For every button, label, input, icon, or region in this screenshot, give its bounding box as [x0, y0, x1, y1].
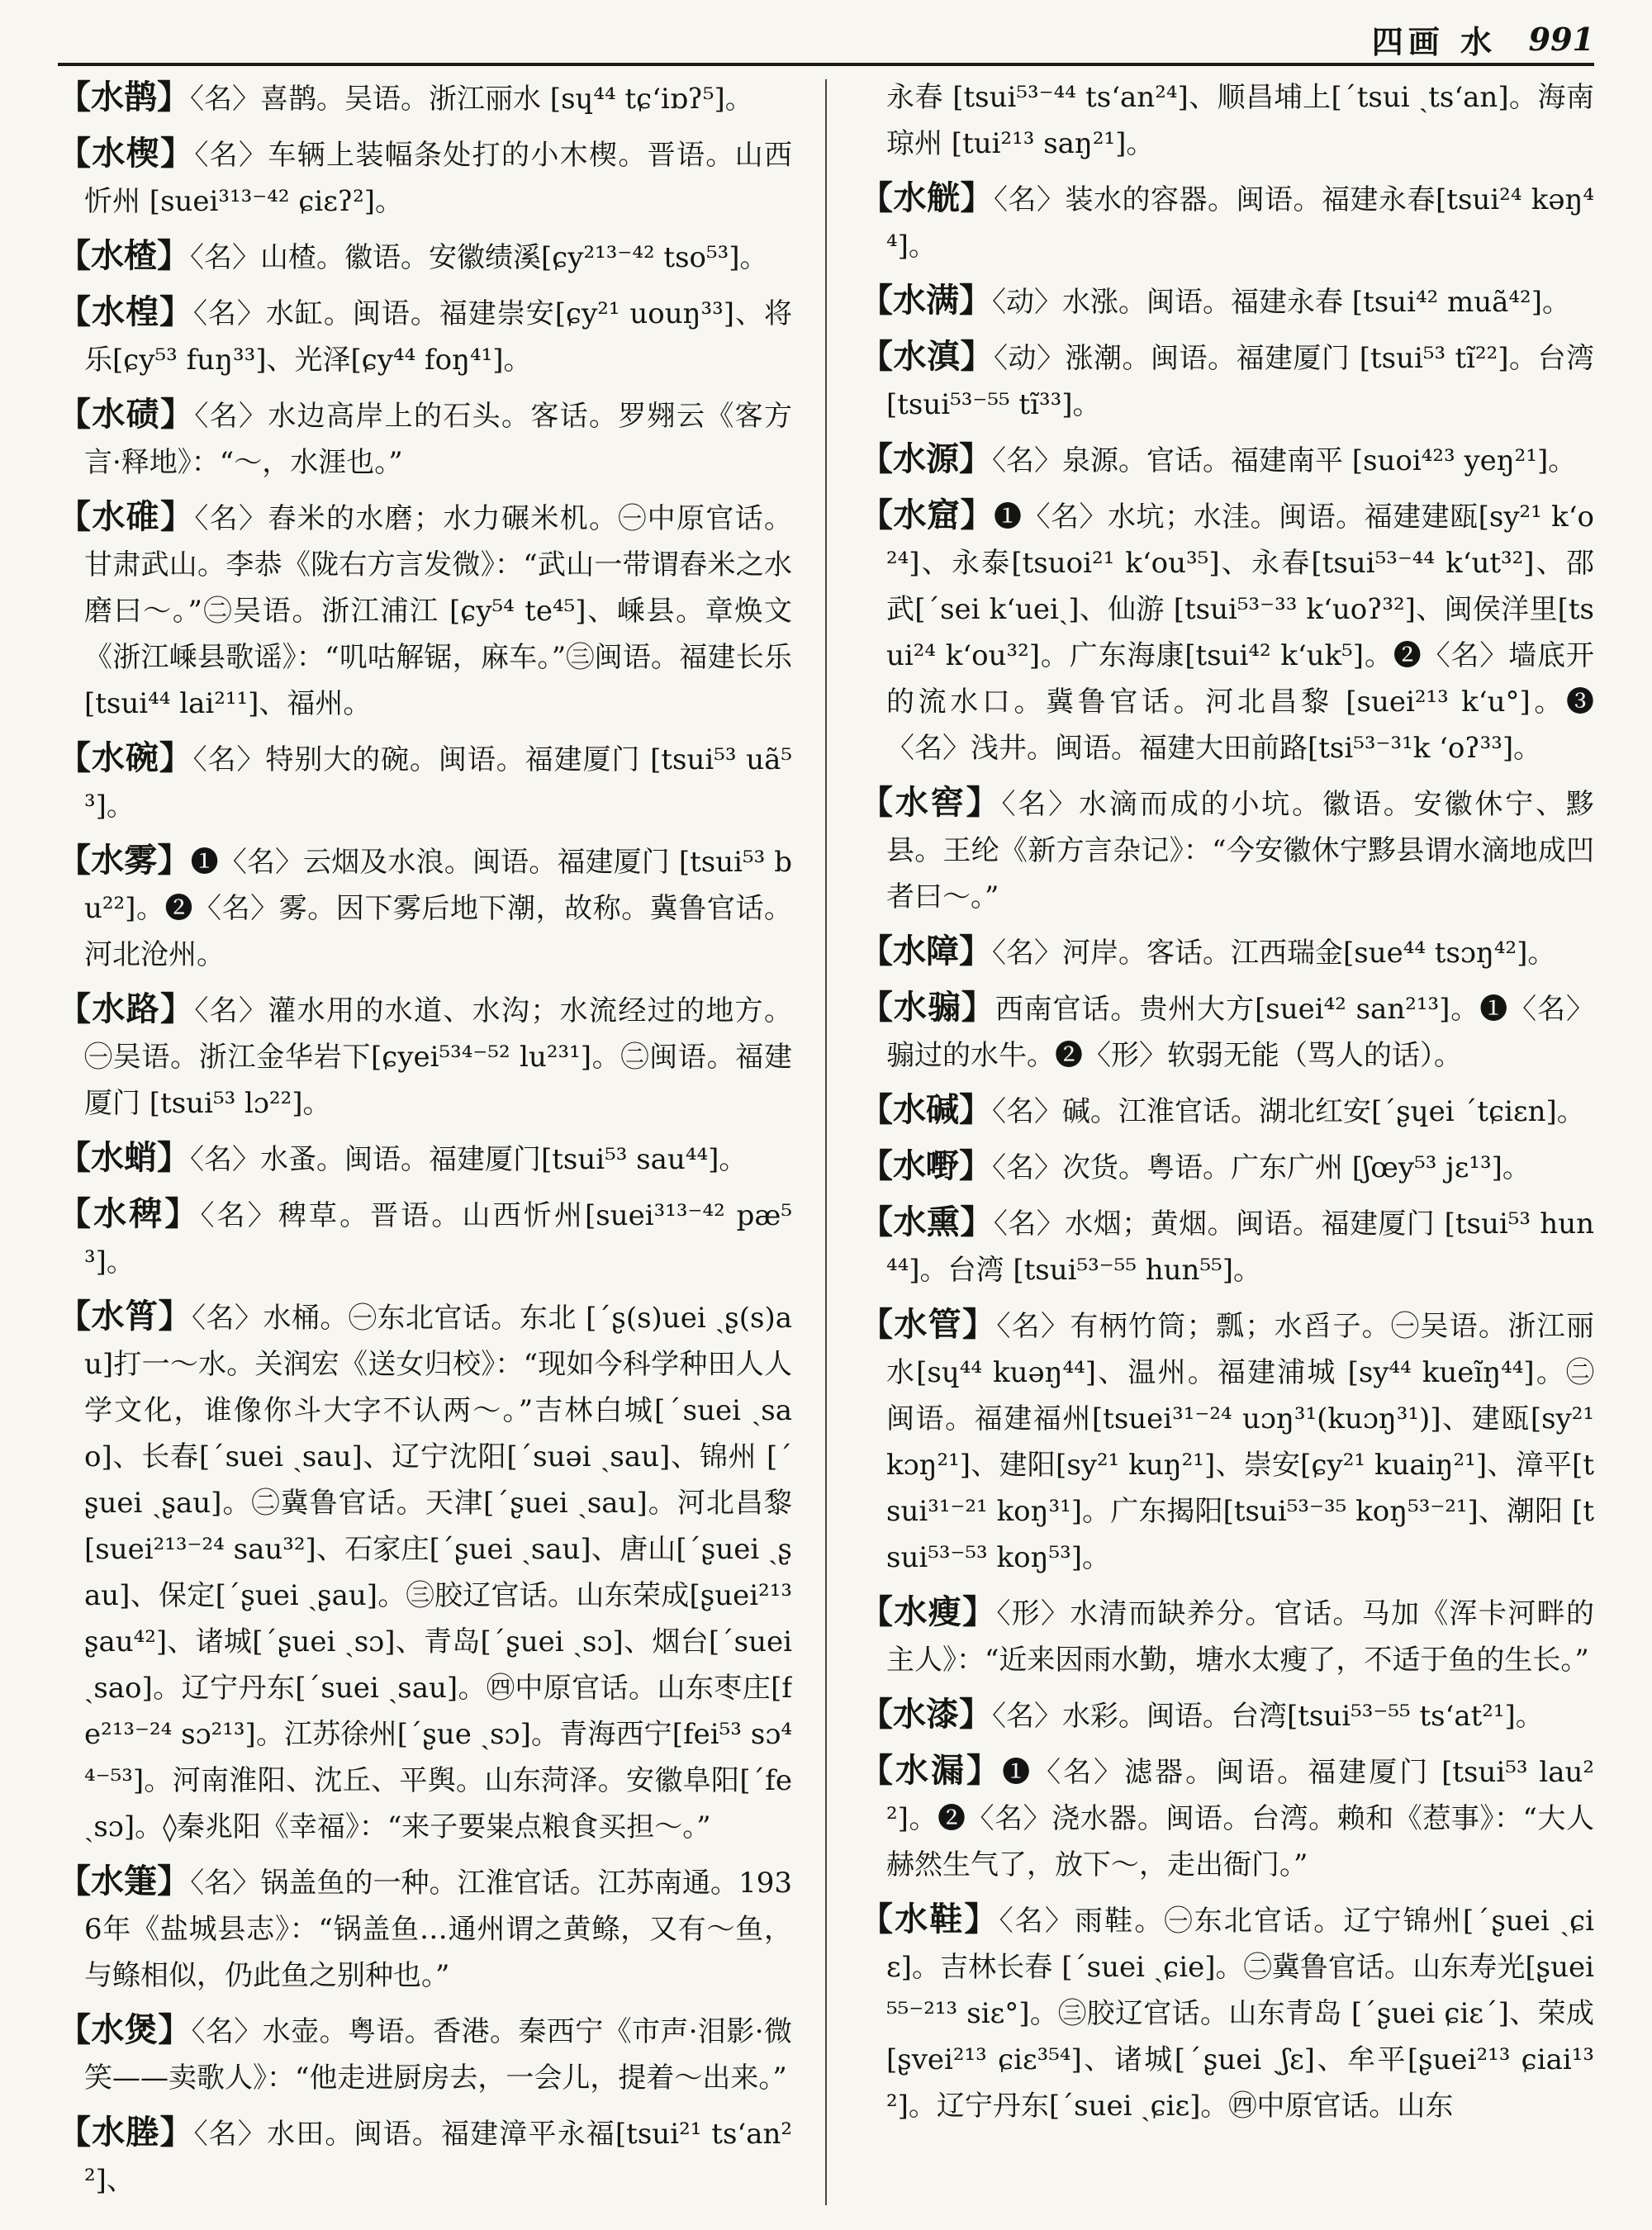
page-header: [58, 15, 1594, 66]
entry-headword: 【水漆】: [860, 1695, 992, 1734]
entry-headword: 【水煲】: [58, 2010, 192, 2049]
entry-definition: 〈名〉碱。江淮官话。湖北红安[ˊʂɥei ˊtɕiɛn]。: [992, 1095, 1585, 1128]
entry-headword: 【水窟】: [860, 496, 995, 534]
entry-definition: ❶〈名〉水坑；水洼。闽语。福建建瓯[sy²¹ kʻo²⁴]、永泰[tsuoi²¹ kʻou³⁵]、永春[tsui⁵³⁻⁴⁴ kʻut³²]、邵武[ˊsei kʻueiˏ]、仙游 [tsui⁵³⁻³³ kʻuoʔ³²]、闽侯洋里[tsui²⁴ kʻou³²]。广东海康[tsui⁴² kʻuk⁵]。❷〈名〉墙底开的流水口。冀鲁官话。河北昌黎 [suei²¹³ kʻu°]。❸〈名〉浅井。闽语。福建大田前路[tsi⁵³⁻³¹k ʻoʔ³³]。: [886, 501, 1594, 765]
entry-definition: 〈动〉水涨。闽语。福建永春 [tsui⁴² muã⁴²]。: [992, 286, 1570, 319]
entry-headword: 【水漏】: [860, 1751, 1003, 1790]
entry-definition: 〈名〉水桶。㊀东北官话。东北 [ˊʂ(s)uei ˏʂ(s)au]打一～水。关润宏《送女归校》：“现如今科学种田人人学文化，谁像你斗大字不认两～。”吉林白城[ˊsuei ˏsao]、长春[ˊsuei ˏsau]、辽宁沈阳[ˊsuəi ˏsau]、锦州 [ˊʂuei ˏʂau]。㊁冀鲁官话。天津[ˊʂuei ˏsau]。河北昌黎[suei²¹³⁻²⁴ sau³²]、石家庄[ˊʂuei ˏsau]、唐山[ˊʂuei ˏʂau]、保定[ˊʂuei ˏʂau]。㊂胶辽官话。山东荣成[ʂuei²¹³ ʂau⁴²]、诸城[ˊʂuei ˏsɔ]、青岛[ˊʂuei ˏsɔ]、烟台[ˊsuei ˏsao]。辽宁丹东[ˊsuei ˏsau]。㊃中原官话。山东枣庄[fe²¹³⁻²⁴ sɔ²¹³]。江苏徐州[ˊʂue ˏsɔ]。青海西宁[fei⁵³ sɔ⁴⁴⁻⁵³]。河南淮阳、沈丘、平舆。山东菏泽。安徽阜阳[ˊfe ˏsɔ]。◊秦兆阳《幸福》：“来子要粜点粮食买担～。”: [84, 1302, 792, 1843]
entry-headword: 【水鹊】: [58, 78, 190, 116]
entry-definition: ❶〈名〉滤器。闽语。福建厦门 [tsui⁵³ lau²²]。❷〈名〉浇水器。闽语。台湾。赖和《惹事》：“大人赫然生气了，放下～，走出衙门。”: [886, 1756, 1594, 1881]
entry-headword: 【水障】: [860, 932, 992, 970]
dictionary-entry: [58, 1293, 792, 1850]
dictionary-entry: [58, 289, 792, 383]
entry-definition: 〈名〉水蚤。闽语。福建厦门[tsui⁵³ sau⁴⁴]。: [190, 1143, 748, 1176]
dictionary-entry: [860, 1896, 1594, 2129]
dictionary-entry: [860, 780, 1594, 920]
dictionary-entry: [58, 2007, 792, 2101]
entry-definition: 〈名〉泉源。官话。福建南平 [suoi⁴²³ yeŋ²¹]。: [992, 444, 1577, 477]
entry-definition: 〈名〉水缸。闽语。福建崇安[ɕy²¹ uouŋ³³]、将乐[ɕy⁵³ fuŋ³³]、光泽[ɕy⁴⁴ foŋ⁴¹]。: [84, 297, 792, 377]
entry-headword: 【水路】: [58, 989, 195, 1028]
column-divider: [825, 79, 827, 2205]
entry-headword: 【水蛸】: [58, 1138, 190, 1177]
entry-definition: 〈名〉山楂。徽语。安徽绩溪[ɕy²¹³⁻⁴² tso⁵³]。: [190, 241, 768, 274]
dictionary-entry: [860, 492, 1594, 771]
dictionary-entry: [860, 436, 1594, 484]
entry-definition: 〈名〉水田。闽语。福建漳平永福[tsui²¹ tsʻan²²]、: [84, 2118, 792, 2197]
dictionary-entry: [58, 837, 792, 978]
entry-definition: 〈名〉舂米的水磨；水力碾米机。㊀中原官话。甘肃武山。李恭《陇右方言发微》：“武山一带谓舂米之水磨曰～。”㊁吴语。浙江浦江 [ɕy⁵⁴ te⁴⁵]、嵊县。章焕文《浙江嵊县歌谣》：“叽咕解锯，麻车。”㊂闽语。福建长乐 [tsui⁴⁴ lai²¹¹]、福州。: [84, 502, 792, 720]
entry-headword: 【水筲】: [58, 1297, 192, 1336]
entry-definition: 〈名〉次货。粤语。广东广州 [ʃœy⁵³ jɛ¹³]。: [992, 1151, 1531, 1184]
entry-definition: 〈名〉锅盖鱼的一种。江淮官话。江苏南通。1936年《盐城县志》：“锅盖鱼…通州谓之黄鲦，又有～鱼，与鲦相似，仍此鱼之别种也。”: [84, 1867, 792, 1992]
entry-headword: 【水塍】: [58, 2113, 194, 2152]
entry-definition: 永春 [tsui⁵³⁻⁴⁴ tsʻan²⁴]、顺昌埔上[ˊtsui ˏtsʻan]。海南琼州 [tui²¹³ saŋ²¹]。: [886, 81, 1594, 160]
dictionary-entry: [58, 1135, 792, 1183]
section-title: 四画 水: [1371, 22, 1497, 60]
dictionary-entry: [860, 1199, 1594, 1293]
entry-headword: 【水箑】: [58, 1862, 191, 1900]
right-column: [860, 74, 1594, 2205]
dictionary-entry: [860, 1087, 1594, 1135]
entry-headword: 【水楔】: [58, 134, 195, 173]
dictionary-entry: [860, 74, 1594, 167]
entry-headword: 【水觥】: [860, 178, 995, 217]
entry-headword: 【水碱】: [860, 1090, 992, 1129]
entry-definition: 〈名〉灌水用的水道、水沟；水流经过的地方。㊀吴语。浙江金华岩下[ɕyei⁵³⁴⁻⁵² lu²³¹]。㊁闽语。福建厦门 [tsui⁵³ lɔ²²]。: [84, 994, 792, 1120]
dictionary-entry: [58, 130, 792, 225]
dictionary-entry: [58, 735, 792, 829]
entry-headword: 【水碛】: [58, 395, 195, 434]
entry-headword: 【水骟】: [860, 988, 995, 1027]
entry-headword: 【水管】: [860, 1305, 997, 1344]
dictionary-entry: [860, 985, 1594, 1079]
entry-definition: 〈名〉水壶。粤语。香港。秦西宁《市声·泪影·微笑——卖歌人》：“他走进厨房去，一会儿，提着～出来。”: [84, 2015, 792, 2095]
dictionary-entry: [860, 1589, 1594, 1683]
entry-definition: 〈名〉装水的容器。闽语。福建永春[tsui²⁴ kəŋ⁴⁴]。: [886, 183, 1594, 263]
left-column: [58, 74, 792, 2205]
entry-definition: 〈形〉水清而缺养分。官话。马加《浑卡河畔的主人》：“近来因雨水勤，塘水太瘦了，不适于鱼的生长。”: [886, 1597, 1594, 1677]
entry-headword: 【水熏】: [860, 1203, 994, 1241]
dictionary-entry: [58, 1858, 792, 1999]
dictionary-entry: [860, 334, 1594, 428]
entry-headword: 【水滇】: [860, 337, 994, 376]
dictionary-entry: [860, 1302, 1594, 1581]
dictionary-columns: [58, 74, 1594, 2205]
dictionary-entry: [58, 391, 792, 486]
entry-definition: 〈名〉喜鹊。吴语。浙江丽水 [sɥ⁴⁴ tɕʻiɒʔ⁵]。: [190, 83, 753, 116]
entry-definition: 〈名〉雨鞋。㊀东北官话。辽宁锦州[ˊʂuei ˏɕiɛ]。吉林长春 [ˊsuei ˏɕie]。㊁冀鲁官话。山东寿光[ʂuei⁵⁵⁻²¹³ siɛ°]。㊂胶辽官话。山东青岛 [ˊʂuei ɕiɛˊ]、荣成[ʂvei²¹³ ɕiɛ³⁵⁴]、诸城[ˊʂuei ˏʃɛ]、牟平[ʂuei²¹³ ɕiai¹³²]。辽宁丹东[ˊsuei ˏɕiɛ]。㊃中原官话。山东: [886, 1905, 1594, 2123]
entry-definition: 〈名〉水边高岸上的石头。客话。罗翙云《客方言·释地》：“～，水涯也。”: [84, 400, 792, 479]
entry-definition: 〈名〉水烟；黄烟。闽语。福建厦门 [tsui⁵³ hun⁴⁴]。台湾 [tsui⁵³⁻⁵⁵ hun⁵⁵]。: [886, 1208, 1594, 1287]
dictionary-entry: [860, 278, 1594, 325]
entry-headword: 【水嘢】: [860, 1146, 992, 1185]
entry-headword: 【水雾】: [58, 841, 191, 880]
dictionary-entry: [58, 986, 792, 1127]
dictionary-entry: [58, 2109, 792, 2204]
entry-headword: 【水稗】: [58, 1194, 201, 1233]
entry-definition: 〈名〉特别大的碗。闽语。福建厦门 [tsui⁵³ uã⁵³]。: [84, 743, 792, 823]
entry-headword: 【水源】: [860, 439, 992, 478]
entry-headword: 【水楂】: [58, 236, 190, 275]
dictionary-entry: [860, 1143, 1594, 1191]
entry-definition: 〈名〉有柄竹筒；瓢；水舀子。㊀吴语。浙江丽水[sɥ⁴⁴ kuəŋ⁴⁴]、温州。福建浦城 [sy⁴⁴ kueĩŋ⁴⁴]。㊁闽语。福建福州[tsuei³¹⁻²⁴ uɔŋ³¹(kuɔŋ³¹)]、建瓯[sy²¹ kɔŋ²¹]、建阳[sy²¹ kuŋ²¹]、崇安[ɕy²¹ kuaiŋ²¹]、漳平[tsui³¹⁻²¹ koŋ³¹]。广东揭阳[tsui⁵³⁻³⁵ koŋ⁵³⁻²¹]、潮阳 [tsui⁵³⁻⁵³ koŋ⁵³]。: [886, 1310, 1594, 1574]
dictionary-entry: [860, 928, 1594, 976]
entry-definition: 〈名〉水滴而成的小坑。徽语。安徽休宁、黟县。王纶《新方言杂记》：“今安徽休宁黟县谓水滴地成凹者曰～。”: [886, 788, 1594, 913]
entry-definition: 〈动〉涨潮。闽语。福建厦门 [tsui⁵³ tĩ²²]。台湾 [tsui⁵³⁻⁵⁵ tĩ³³]。: [886, 342, 1594, 421]
entry-headword: 【水碓】: [58, 497, 195, 536]
entry-definition: ❶〈名〉云烟及水浪。闽语。福建厦门 [tsui⁵³ bu²²]。❷〈名〉雾。因下雾后地下潮，故称。冀鲁官话。河北沧州。: [84, 846, 792, 971]
dictionary-entry: [58, 74, 792, 122]
dictionary-entry: [860, 1691, 1594, 1739]
entry-definition: 〈名〉车辆上装幅条处打的小木楔。晋语。山西忻州 [suei³¹³⁻⁴² ɕiɛʔ²]。: [84, 139, 792, 218]
entry-headword: 【水碗】: [58, 738, 193, 777]
dictionary-entry: [58, 1191, 792, 1285]
entry-definition: 西南官话。贵州大方[suei⁴² san²¹³]。❶〈名〉骟过的水牛。❷〈形〉软弱无能（骂人的话）。: [886, 993, 1594, 1072]
entry-headword: 【水瘦】: [860, 1592, 997, 1631]
entry-headword: 【水鞋】: [860, 1900, 999, 1938]
dictionary-entry: [58, 494, 792, 727]
page-number: 991: [1528, 20, 1594, 58]
dictionary-entry: [860, 175, 1594, 269]
entry-headword: 【水窖】: [860, 783, 1002, 822]
entry-headword: 【水满】: [860, 281, 992, 320]
entry-definition: 〈名〉水彩。闽语。台湾[tsui⁵³⁻⁵⁵ tsʻat²¹]。: [992, 1700, 1544, 1733]
entry-definition: 〈名〉稗草。晋语。山西忻州[suei³¹³⁻⁴² pæ⁵³]。: [84, 1199, 792, 1279]
entry-headword: 【水楻】: [58, 292, 193, 331]
dictionary-entry: [58, 233, 792, 281]
dictionary-entry: [860, 1748, 1594, 1888]
entry-definition: 〈名〉河岸。客话。江西瑞金[sue⁴⁴ tsɔŋ⁴²]。: [992, 937, 1556, 970]
